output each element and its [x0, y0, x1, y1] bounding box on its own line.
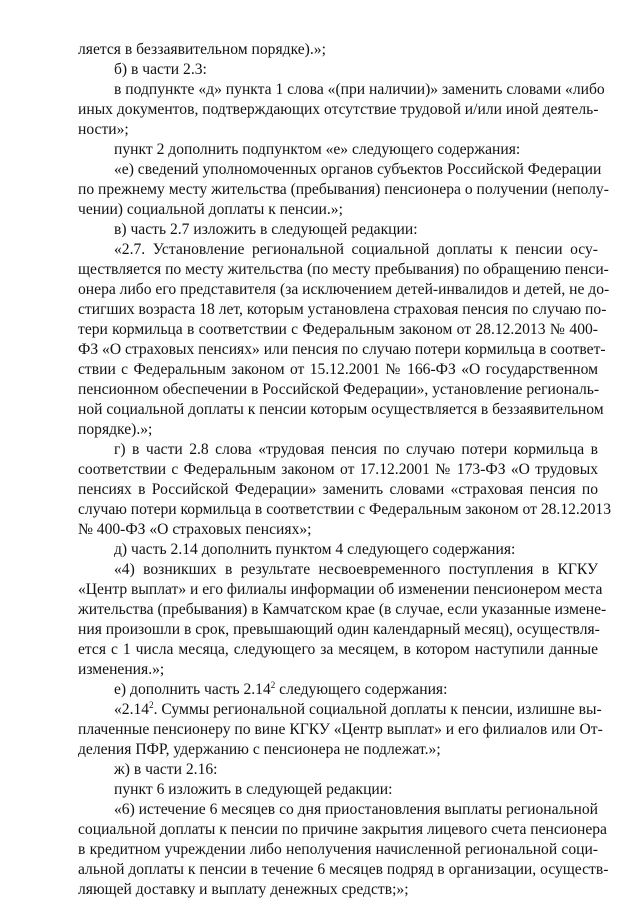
- text-line: ж) в части 2.16:: [114, 761, 218, 778]
- text-line: жительства (пребывания) в Камчатском крае (в случае, если указанные измене-: [78, 601, 607, 618]
- text-fragment: е) дополнить часть 2.14: [114, 681, 271, 698]
- text-line: ности»;: [78, 121, 129, 138]
- text-line: ществляется по месту жительства (по месту пребывания) по обращению пенси-: [78, 261, 609, 278]
- text-line: иных документов, подтверждающих отсутствие трудовой и/или иной деятель-: [78, 101, 599, 118]
- text-line: альной доплаты к пенсии в течение 6 месяцев подряд в организации, осуществ-: [78, 861, 609, 878]
- text-line: пункт 2 дополнить подпунктом «е» следующего содержания:: [114, 141, 521, 158]
- text-line: [114, 680, 598, 700]
- text-line: по прежнему месту жительства (пребывания) пенсионера о получении (неполу-: [78, 181, 609, 198]
- text-line: ной социальной доплаты к пенсии которым осуществляется в беззаявительном: [78, 401, 604, 418]
- text-line: изменения.»;: [78, 661, 165, 678]
- text-line: «Центр выплат» и его филиалы информации об изменении пенсионером места: [78, 581, 603, 598]
- text-line: социальной доплаты к пенсии по причине закрытия лицевого счета пенсионера: [78, 821, 607, 838]
- text-line: пенсионном обеспечении в Российской Федерации», установление региональ-: [78, 381, 600, 398]
- text-fragment: . Суммы региональной социальной доплаты к пенсии, излишне вы-: [153, 701, 602, 718]
- superscript: 2: [270, 679, 276, 690]
- text-line: д) часть 2.14 дополнить пунктом 4 следующего содержания:: [114, 541, 516, 558]
- text-line: в подпункте «д» пункта 1 слова «(при наличии)» заменить словами «либо: [114, 81, 605, 98]
- text-line: «2.7. Установление региональной социальной доплаты к пенсии осу-: [114, 241, 598, 258]
- text-line: ствии с Федеральным законом от 15.12.2001 № 166-ФЗ «О государственном: [78, 361, 598, 378]
- text-line: г) в части 2.8 слова «трудовая пенсия по случаю потери кормильца в: [114, 441, 598, 458]
- text-line: в кредитном учреждении либо неполучения начисленной региональной соци-: [78, 841, 598, 858]
- text-line: ляющей доставку и выплату денежных средств;»;: [78, 881, 409, 898]
- text-line: «4) возникших в результате несвоевременного поступления в КГКУ: [114, 561, 598, 578]
- text-line: [114, 699, 602, 720]
- text-line: пенсиях в Российской Федерации» заменить словами «страховая пенсия по: [78, 481, 598, 498]
- text-line: плаченные пенсионеру по вине КГКУ «Центр выплат» и его филиалов или От-: [78, 721, 603, 738]
- text-line: «6) истечение 6 месяцев со дня приостановления выплаты региональной: [114, 801, 599, 818]
- text-line: № 400-ФЗ «О страховых пенсиях»;: [78, 521, 312, 538]
- text-line: в) часть 2.7 изложить в следующей редакции:: [114, 221, 418, 238]
- text-line: ФЗ «О страховых пенсиях» или пенсия по случаю потери кормильца в соответ-: [78, 341, 606, 358]
- text-line: ется с 1 числа месяца, следующего за месяцем, в котором наступили данные: [78, 641, 598, 658]
- text-line: онера либо его представителя (за исключением детей-инвалидов и детей, не до-: [78, 281, 610, 298]
- text-line: порядке).»;: [78, 421, 153, 438]
- text-line: тери кормильца в соответствии с Федеральным законом от 28.12.2013 № 400-: [78, 321, 598, 338]
- text-line: чении) социальной доплаты к пенсии.»;: [78, 201, 343, 218]
- text-fragment: следующего содержания:: [275, 681, 448, 698]
- superscript: 2: [149, 699, 154, 710]
- text-line: б) в части 2.3:: [114, 61, 207, 78]
- text-line: пункт 6 изложить в следующей редакции:: [114, 781, 393, 798]
- text-line: соответствии с Федеральным законом от 17.12.2001 № 173-ФЗ «О трудовых: [78, 461, 598, 478]
- text-line: «е) сведений уполномоченных органов субъектов Российской Федерации: [114, 161, 602, 178]
- text-line: деления ПФР, удержанию с пенсионера не подлежат.»;: [78, 741, 441, 758]
- text-line: стигших возраста 18 лет, которым установлена страховая пенсия по случаю по-: [78, 301, 607, 318]
- text-line: ляется в беззаявительном порядке).»;: [78, 41, 326, 58]
- text-fragment: «2.14: [114, 701, 150, 718]
- text-line: случаю потери кормильца в соответствии с Федеральным законом от 28.12.2013: [78, 501, 612, 518]
- text-line: ния произошли в срок, превышающий один календарный месяц), осуществля-: [78, 621, 600, 638]
